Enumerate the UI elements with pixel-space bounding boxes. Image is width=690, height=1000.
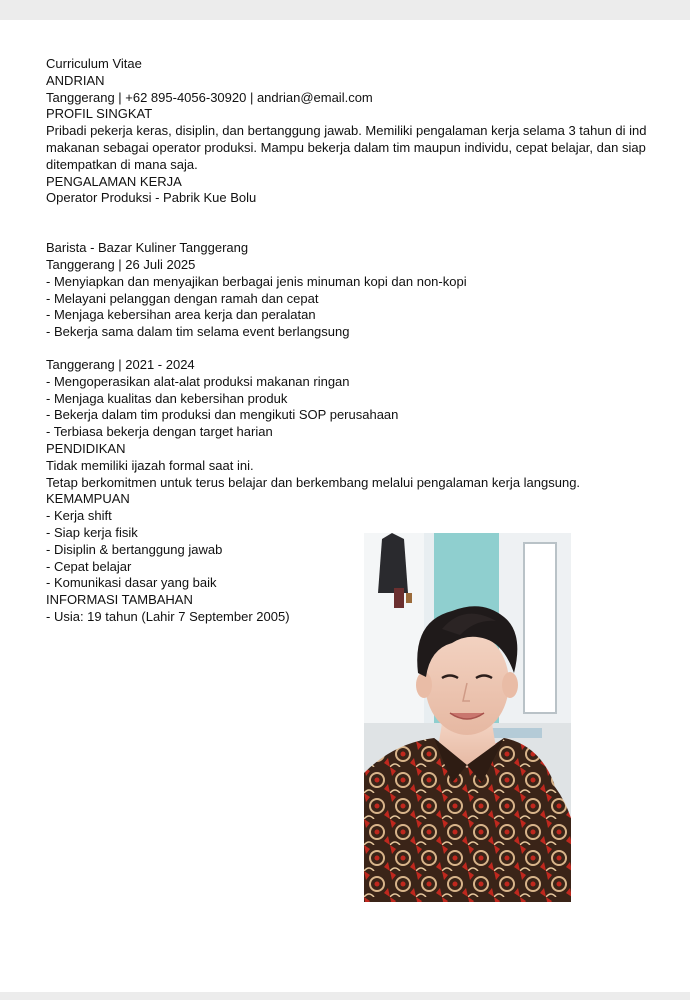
skill-item: - Kerja shift bbox=[46, 508, 112, 524]
job-meta: Tanggerang | 2021 - 2024 bbox=[46, 356, 195, 372]
duty-item: - Menjaga kualitas dan kebersihan produk bbox=[46, 390, 288, 406]
skill-item: - Cepat belajar bbox=[46, 558, 132, 574]
job-title: Barista - Bazar Kuliner Tanggerang bbox=[46, 240, 249, 256]
profile-text-line: ditempatkan di mana saja. bbox=[46, 156, 198, 172]
age-info: - Usia: 19 tahun (Lahir 7 September 2005) bbox=[46, 608, 290, 624]
duty-item: - Melayani pelanggan dengan ramah dan cepat bbox=[46, 290, 319, 306]
candidate-name: ANDRIAN bbox=[46, 72, 105, 88]
education-text: Tidak memiliki ijazah formal saat ini. bbox=[46, 457, 254, 473]
extra-heading: INFORMASI TAMBAHAN bbox=[46, 592, 193, 608]
skill-item: - Komunikasi dasar yang baik bbox=[46, 575, 217, 591]
skills-heading: KEMAMPUAN bbox=[46, 491, 130, 507]
skill-item: - Siap kerja fisik bbox=[46, 524, 138, 540]
duty-item: - Bekerja sama dalam tim selama event berlangsung bbox=[46, 324, 350, 340]
spacer bbox=[46, 207, 686, 240]
profile-heading: PROFIL SINGKAT bbox=[46, 106, 153, 122]
job-title: Operator Produksi - Pabrik Kue Bolu bbox=[46, 190, 257, 206]
education-text: Tetap berkomitmen untuk terus belajar dan berkembang melalui pengalaman kerja langsung. bbox=[46, 474, 581, 490]
skill-item: - Disiplin & bertanggung jawab bbox=[46, 541, 223, 557]
portrait-photo bbox=[364, 533, 571, 902]
duty-item: - Menjaga kebersihan area kerja dan peralatan bbox=[46, 307, 316, 323]
experience-heading: PENGALAMAN KERJA bbox=[46, 173, 182, 189]
education-heading: PENDIDIKAN bbox=[46, 440, 126, 456]
duty-item: - Bekerja dalam tim produksi dan mengikuti SOP perusahaan bbox=[46, 407, 399, 423]
duty-item: - Menyiapkan dan menyajikan berbagai jenis minuman kopi dan non-kopi bbox=[46, 273, 467, 289]
duty-item: - Mengoperasikan alat-alat produksi makanan ringan bbox=[46, 373, 350, 389]
job-meta: Tanggerang | 26 Juli 2025 bbox=[46, 256, 196, 272]
duty-item: - Terbiasa bekerja dengan target harian bbox=[46, 424, 273, 440]
profile-text-line: Pribadi pekerja keras, disiplin, dan bertanggung jawab. Memiliki pengalaman kerja selama 3 tahun di ind bbox=[46, 123, 647, 139]
cv-page bbox=[0, 20, 690, 992]
contact-line: Tanggerang | +62 895-4056-30920 | andrian@email.com bbox=[46, 89, 373, 105]
profile-text-line: makanan sebagai operator produksi. Mampu bekerja dalam tim maupun individu, cepat belajar, dan siap bbox=[46, 139, 646, 155]
document-title: Curriculum Vitae bbox=[46, 56, 142, 71]
spacer bbox=[46, 341, 686, 357]
